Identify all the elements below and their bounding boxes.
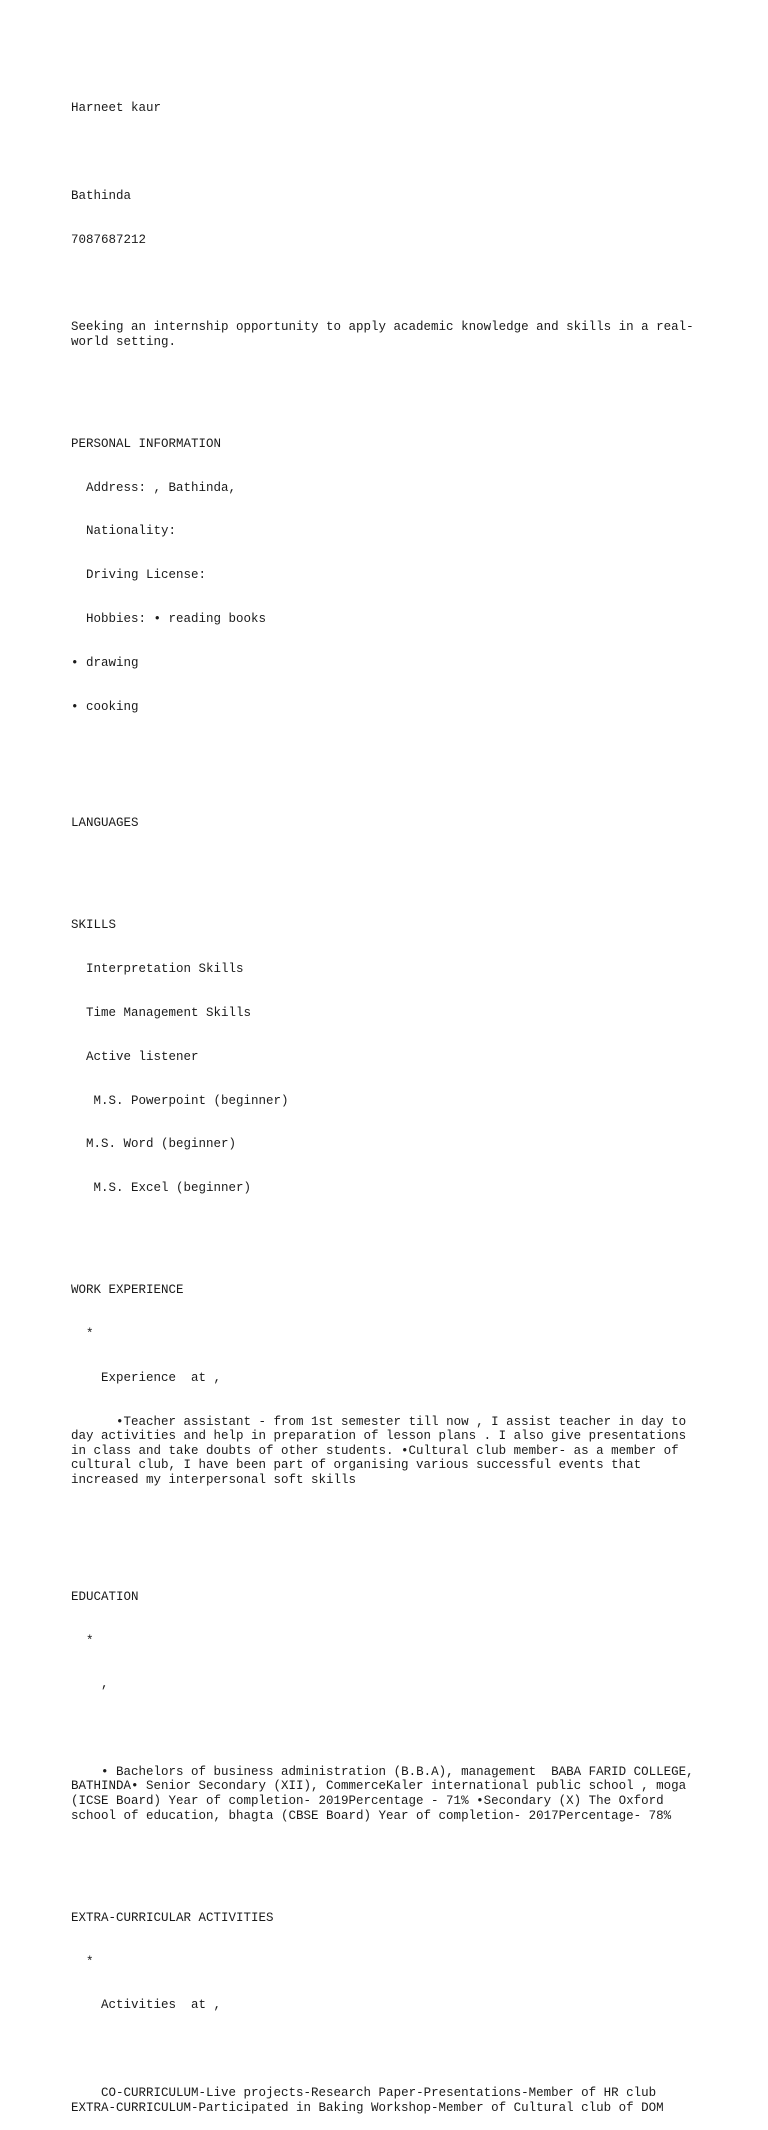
education-bullet: * <box>71 1633 94 1648</box>
skill-item: Active listener <box>71 1049 199 1064</box>
section-heading-education: EDUCATION <box>71 1589 139 1604</box>
work-experience-bullet: * <box>71 1327 94 1342</box>
section-heading-personal-information: PERSONAL INFORMATION <box>71 436 222 451</box>
extra-curricular-description: CO-CURRICULUM-Live projects-Research Paper-Presentations-Member of HR club EXTRA-CURRICULUM-Participated in Baking Workshop-Member of Cultural club of DOM <box>71 2085 664 2115</box>
personal-info-address: Address: , Bathinda, <box>71 480 237 495</box>
skill-item: M.S. Powerpoint (beginner) <box>71 1093 289 1108</box>
section-heading-skills: SKILLS <box>71 918 117 933</box>
candidate-name: Harneet kaur <box>71 101 162 116</box>
skill-item: M.S. Excel (beginner) <box>71 1181 252 1196</box>
skill-item: M.S. Word (beginner) <box>71 1137 237 1152</box>
extra-curricular-bullet: * <box>71 1954 94 1969</box>
personal-info-nationality: Nationality: <box>71 524 177 539</box>
extra-curricular-title: Activities at , <box>71 1998 222 2013</box>
hobby-item: • drawing <box>71 655 139 670</box>
section-heading-extra-curricular: EXTRA-CURRICULAR ACTIVITIES <box>71 1910 274 1925</box>
candidate-phone: 7087687212 <box>71 232 147 247</box>
work-experience-title: Experience at , <box>71 1370 222 1385</box>
education-description: • Bachelors of business administration (B.B.A), management BABA FARID COLLEGE, BATHINDA• Senior Secondary (XII), CommerceKaler international public school , moga (ICSE Board) Year of completion- 2019Percentage - 71% •Secondary (X) The Oxford school of education, bhagta (CBSE Board) Year of completion- 2017Percentage- 78% <box>71 1764 702 1823</box>
personal-info-hobbies: Hobbies: • reading books <box>71 611 267 626</box>
work-experience-description: •Teacher assistant - from 1st semester till now , I assist teacher in day to day activities and help in preparation of lesson plans . I also give presentations in class and take doubts of other students. •Cultural club member- as a member of cultural club, I have been part of organising various successful events that increased my interpersonal soft skills <box>71 1414 694 1487</box>
skill-item: Interpretation Skills <box>71 962 244 977</box>
resume-document <box>71 72 701 2130</box>
section-heading-languages: LANGUAGES <box>71 816 139 831</box>
candidate-city: Bathinda <box>71 188 132 203</box>
education-title: , <box>71 1677 109 1692</box>
personal-info-driving-license: Driving License: <box>71 568 207 583</box>
section-heading-work-experience: WORK EXPERIENCE <box>71 1283 184 1298</box>
skill-item: Time Management Skills <box>71 1006 252 1020</box>
career-objective: Seeking an internship opportunity to apply academic knowledge and skills in a real-world setting. <box>71 320 694 349</box>
hobby-item: • cooking <box>71 699 139 714</box>
